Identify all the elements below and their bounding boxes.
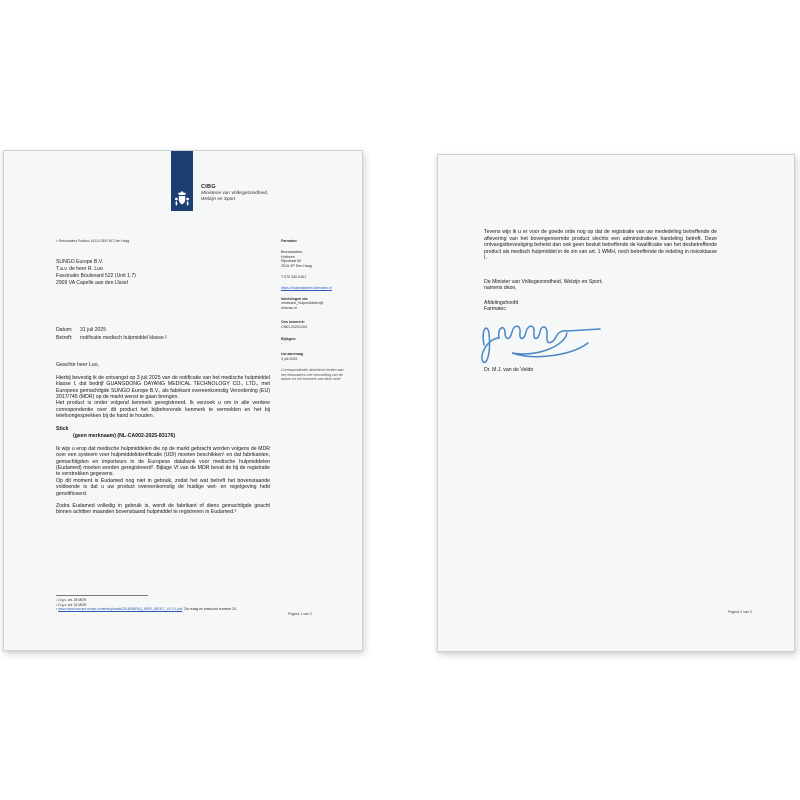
- paragraph-eudamed-deadline: Zodra Eudamed volledig in gebruik is, wordt de fabrikant of diens gemachtigde geacht binnen achttien maanden bovenstaand hulpmiddel te registreren in Eudamed.³: [56, 502, 270, 516]
- page2-body: [484, 229, 717, 373]
- footnote-3-rest: . Zie vraag en antwoord nummer 20.: [182, 607, 237, 612]
- paragraph-receipt-confirmation: Hierbij bevestig ik de ontvangst op 3 juli 2025 van de notificatie van het medische hulpmiddel klasse I, dat bedrijf GUANGDONG DAYANG MEDICAL TECHNOLOGY CO., LTD., met Europees gemachtigde SUNGO Europe B.V., als fabrikant overeenkomstig Verordening (EU) 2017/745 (MDR) op de markt wenst te gaan brengen.: [56, 375, 270, 401]
- page-number-1: Pagina 1 van 2: [288, 612, 312, 616]
- sidebar-phone: T 070 340 6161: [281, 274, 307, 279]
- correspondence-note: Correspondentie uitsluitend richten aan het retouradres met vermelding van de datum en het kenmerk van deze brief.: [281, 367, 344, 382]
- letter-page-1: [3, 150, 363, 651]
- signer-name: Dr. M.J. van de Velde: [484, 366, 534, 373]
- return-address: > Retouradres Postbus 16114 2500 BC Den Haag: [56, 239, 130, 243]
- datum-label: Datum:: [56, 327, 73, 333]
- sidebar-org: Farmatec: [281, 239, 297, 243]
- closing-line-namens: namens deze,: [484, 285, 517, 291]
- paragraph-registration-kenmerk: Het product is onder volgend kenmerk geregistreerd. Ik verzoek u om in alle verdere correspondentie over dit product het bijbehorende kenmerk te vermelden en het bij telefoongesprekken bij de hand te houden.: [56, 400, 270, 420]
- kenmerk-value: CIBG-20251204: [281, 324, 307, 329]
- footnote-2: ² O.g.v. art. 31 MDR.: [56, 602, 88, 607]
- bijlagen-label: Bijlagen:: [281, 336, 297, 341]
- visit-address-line: Hoftoren: [281, 254, 295, 259]
- paragraph-eudamed-not-in-use: Op dit moment is Eudamed nog niet in gebruik, zodat het wat betreft het bovenstaande voldoende is dat u uw product overeenkomstig de huidige wet- en regelgeving hebt genotificeerd.: [56, 477, 270, 497]
- sender-info-sidebar: [281, 239, 347, 382]
- contact-email-line: medische_hulpmiddelen@: [281, 301, 324, 306]
- datum-value: 31 juli 2025: [80, 327, 107, 333]
- logo-ministry-line1: Ministerie van Volksgezondheid,: [201, 190, 269, 195]
- contact-label: Inlichtingen via:: [281, 296, 309, 301]
- page-number-2: Pagina 2 van 2: [728, 610, 752, 614]
- footnote-3-link[interactable]: www.camd-europe.eu/wp-content/uploads/2018/05/FAQ_MDR_180117_V1.0-1.pdf: [58, 607, 183, 612]
- sidebar-kenmerk: [281, 320, 347, 330]
- paragraph-udi-eudamed: Ik wijs u erop dat medische hulpmiddelen die op de markt gebracht worden volgens de MDR over een systeem voor hulpmiddelidentificatie (UDI) moeten beschikken¹ en dat fabrikanten, gemachtigden en importeurs in de Europese databank voor medische hulpmiddelen (Eudamed) moeten worden geregistreerd². Bijlage VI van de MDR bevat de bij de registratie te verstrekken gegevens.: [56, 446, 270, 478]
- sidebar-aanvraag: [281, 352, 347, 362]
- sidebar-contact: [281, 297, 347, 311]
- footnote-3: [56, 607, 256, 612]
- logo-ministry-line2: Welzijn en Sport: [201, 195, 236, 201]
- footnote-3-marker: ³: [56, 607, 59, 612]
- sidebar-bijlagen: [281, 337, 347, 347]
- footnote-1: ¹ O.g.v. art. 28 MDR.: [56, 598, 88, 602]
- closing-block: [484, 279, 717, 292]
- betreft-label: Betreft:: [56, 334, 73, 341]
- recipient-line: Fascinatio Boulevard 522 (Unit 1.7): [56, 273, 136, 279]
- footnotes-block: [56, 595, 256, 612]
- signer-role-block: [484, 300, 717, 313]
- recipient-line: T.a.v. de heer R. Luo: [56, 266, 103, 272]
- letter-meta: [56, 327, 167, 342]
- paragraph-administrative-note: Tevens wijs ik u er voor de goede orde nog op dat de registratie van uw mededeling betreffende de aflevering van het bovengenoemde product slechts een administratieve handeling betreft. Deze ontvangstbevestiging behelst dan ook geen besluit betreffende de kwalificatie van het desbetreffende product als medisch hulpmiddel in de zin van art. 1 WMH, noch betreffende de indeling in risicoklasse I.: [484, 229, 717, 261]
- closing-line-minister: De Minister van Volksgezondheid, Welzijn en Sport,: [484, 278, 603, 285]
- signer-role-dept: Farmatec: [484, 306, 506, 312]
- meta-betreft-row: [56, 335, 167, 343]
- visit-address-label: Bezoekadres:: [281, 249, 303, 254]
- kenmerk-label: Ons kenmerk:: [281, 319, 305, 324]
- betreft-value: notificatie medisch hulpmiddel klasse I: [80, 334, 167, 341]
- sidebar-visit-address: [281, 250, 347, 269]
- signature: [474, 315, 717, 365]
- letter-page-2: [437, 154, 795, 652]
- signer-role-title: Afdelingshoofd: [484, 299, 519, 306]
- salutation: Geachte heer Luo,: [56, 362, 99, 368]
- product-name: Stick: [56, 426, 69, 433]
- recipient-line: SUNGO Europe B.V.: [56, 259, 104, 265]
- visit-address-line: 2515 XP Den Haag: [281, 264, 312, 269]
- coat-of-arms-icon: [174, 190, 190, 208]
- recipient-address-block: [56, 259, 136, 287]
- logo-org-name: CIBG: [201, 184, 216, 190]
- contact-email-line: minvws.nl: [281, 306, 297, 311]
- letter-body: [56, 375, 270, 516]
- bijlagen-value: -: [281, 341, 283, 346]
- sidebar-website-link[interactable]: https://hulpmiddelen.farmatec.nl: [281, 285, 332, 290]
- footnote-divider: [56, 595, 148, 596]
- aanvraag-value: 3 juli 2025: [281, 356, 298, 361]
- recipient-line: 2909 VA Capelle aan den IJssel: [56, 280, 128, 286]
- rijksoverheid-logo-bar: [171, 151, 193, 211]
- aanvraag-label: Uw aanvraag: [281, 352, 304, 357]
- handwritten-signature-icon: [474, 315, 614, 365]
- logo-text: [201, 184, 268, 202]
- product-registration-number: (geen merknaam) (NL-CA002-2025-83176): [73, 432, 176, 439]
- meta-datum-row: [56, 327, 167, 335]
- visit-address-line: Rijnstraat 50: [281, 259, 302, 264]
